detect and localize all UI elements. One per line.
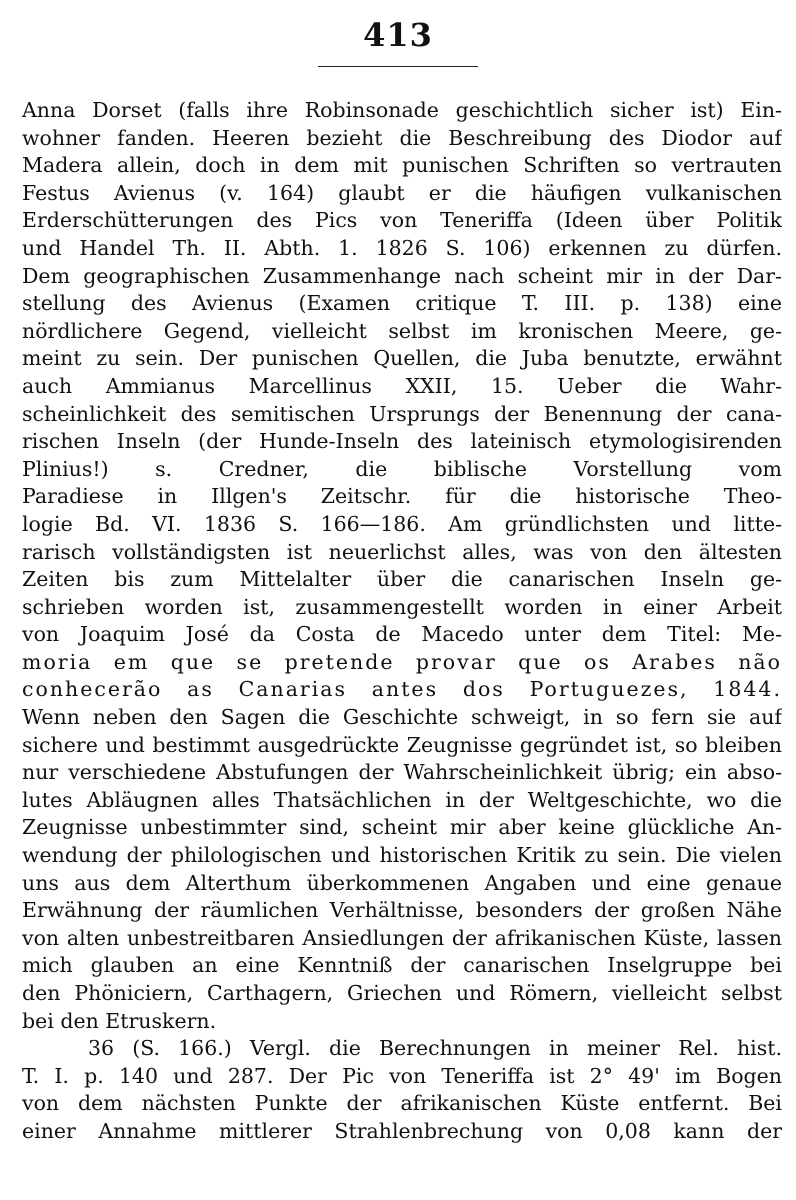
footnote-line: einer Annahme mittlerer Strahlenbrechung von 0,08 kann der [22, 1118, 782, 1143]
text-line: von alten unbestreitbaren Ansiedlungen der afrikanischen Küste, lassen [22, 925, 782, 950]
text-line: Wenn neben den Sagen die Geschichte schweigt, in so fern sie auf [22, 705, 782, 730]
text-line: von Joaquim José da Costa de Macedo unter dem Titel: Me- [22, 622, 782, 647]
text-line: Zeiten bis zum Mittelalter über die canarischen Inseln ge- [22, 567, 782, 592]
text-line: Anna Dorset (falls ihre Robinsonade geschichtlich sicher ist) Ein- [22, 98, 782, 122]
text-line: schrieben worden ist, zusammengestellt worden in einer Arbeit [22, 594, 782, 619]
text-line: Festus Avienus (v. 164) glaubt er die häufigen vulkanischen [22, 180, 782, 205]
text-line: sichere und bestimmt ausgedrückte Zeugnisse gegründet ist, so bleiben [22, 732, 782, 757]
text-line: und Handel Th. II. Abth. 1. 1826 S. 106) erkennen zu dürfen. [22, 235, 782, 260]
text-line: stellung des Avienus (Examen critique T. III. p. 138) eine [22, 291, 782, 316]
text-line: auch Ammianus Marcellinus XXII, 15. Ueber die Wahr- [22, 373, 782, 398]
footnote-line: von dem nächsten Punkte der afrikanischen Küste entfernt. Bei [22, 1091, 782, 1116]
text-line: moria em que se pretende provar que os Arabes não [22, 649, 782, 674]
text-line: rarisch vollständigsten ist neuerlichst alles, was von den ältesten [22, 539, 782, 564]
text-line: bei den Etruskern. [22, 1008, 217, 1033]
text-line: Zeugnisse unbestimmter sind, scheint mir aber keine glückliche An- [22, 815, 782, 840]
page-body [22, 97, 782, 1146]
text-line: Plinius!) s. Credner, die biblische Vorstellung vom [22, 456, 782, 481]
footnote-line: 36 (S. 166.) Vergl. die Berechnungen in meiner Rel. hist. [88, 1036, 782, 1061]
text-line: nördlichere Gegend, vielleicht selbst im kronischen Meere, ge- [22, 318, 782, 343]
text-line: uns aus dem Alterthum überkommenen Angaben und eine genaue [22, 870, 782, 895]
text-line: wendung der philologischen und historischen Kritik zu sein. Die vielen [22, 843, 782, 868]
text-line: Erderschütterungen des Pics von Teneriffa (Ideen über Politik [22, 208, 782, 233]
text-line: logie Bd. VI. 1836 S. 166—186. Am gründlichsten und litte- [22, 511, 782, 536]
text-line: Erwähnung der räumlichen Verhältnisse, besonders der großen Nähe [22, 898, 782, 923]
footnote-line: T. I. p. 140 und 287. Der Pic von Teneriffa ist 2° 49' im Bogen [22, 1063, 782, 1088]
text-line: Dem geographischen Zusammenhange nach scheint mir in der Dar- [22, 263, 782, 288]
text-line: den Phöniciern, Carthagern, Griechen und Römern, vielleicht selbst [22, 981, 782, 1005]
text-line: mich glauben an eine Kenntniß der canarischen Inselgruppe bei [22, 953, 782, 978]
page-number: 413 [363, 16, 433, 54]
header-rule [318, 66, 478, 67]
text-line: scheinlichkeit des semitischen Ursprungs der Benennung der cana- [22, 401, 782, 426]
text-line: nur verschiedene Abstufungen der Wahrscheinlichkeit übrig; ein abso- [22, 760, 782, 785]
text-line: conhecerão as Canarias antes dos Portuguezes, 1844. [22, 677, 782, 702]
text-line: rischen Inseln (der Hunde-Inseln des lateinisch etymologisirenden [22, 429, 782, 454]
text-line: Paradiese in Illgen's Zeitschr. für die historische Theo- [22, 484, 782, 509]
text-line: Madera allein, doch in dem mit punischen Schriften so vertrauten [22, 153, 782, 178]
text-line: lutes Abläugnen alles Thatsächlichen in der Weltgeschichte, wo die [22, 787, 782, 812]
text-line: wohner fanden. Heeren bezieht die Beschreibung des Diodor auf [22, 125, 782, 150]
text-line: meint zu sein. Der punischen Quellen, die Juba benutzte, erwähnt [22, 346, 782, 371]
